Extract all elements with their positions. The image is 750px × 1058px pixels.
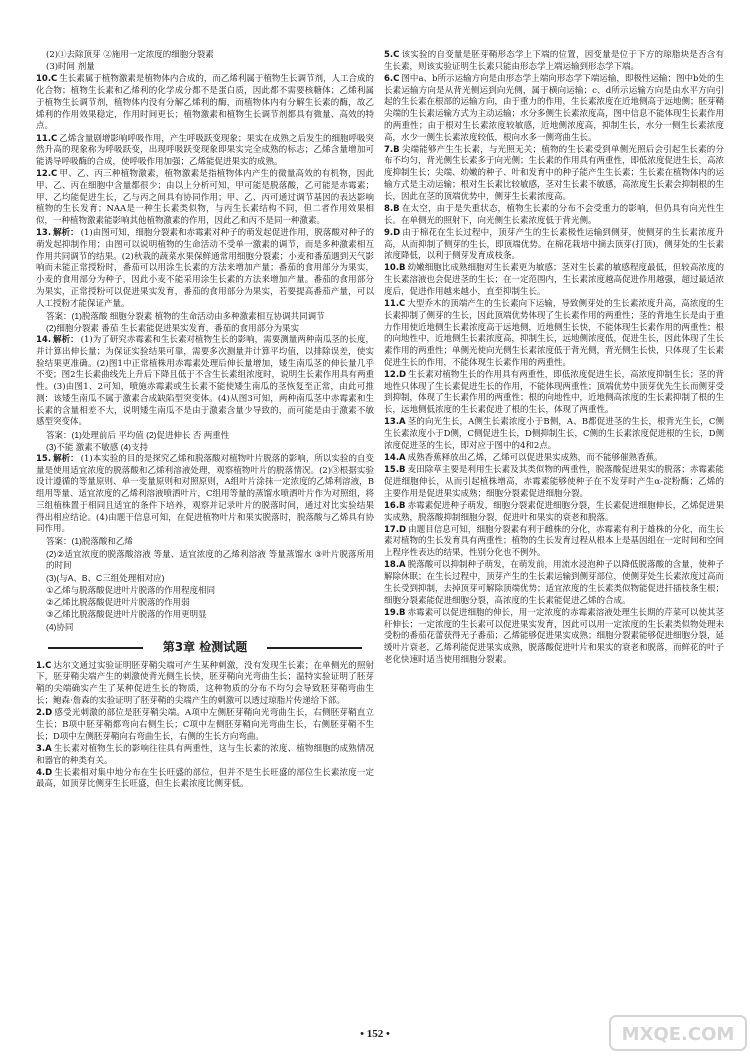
paragraph-text: 由题目信息可知，细胞分裂素有利于雌株的分化，赤霉素有利于雄株的分化，而生长素对植物的生长发育具有两重性；植物的生长发育过程从根本上是基因组在一定时间和空间上程序性表达的结果，性别分化也不例外。 [384, 524, 724, 559]
paragraph-text: 该实验的自变量是胚芽鞘形态学上下端的位置，因变量是位于下方的琼脂块是否含有生长素，则该实验证明生长素只能由形态学上端运输到形态学下端。 [384, 50, 724, 72]
question-number: 14.A [384, 452, 406, 463]
paragraph-text: (3)(与A、B、C三组处理相对应) [46, 572, 165, 583]
question-number: 15.B [384, 465, 406, 476]
question-number: 19.B [384, 607, 406, 618]
question-paragraph [36, 134, 374, 169]
question-paragraph [384, 299, 724, 369]
paragraph-text: 甲、乙、丙三种植物激素，植物激素是指植物体内产生的微量高效的有机物，因此甲、乙、丙在细胞中含量都很少；由以上分析可知，甲可能是脱落酸，乙可能是赤霉素；甲、乙均能促进生长，乙与丙之间具有协同作用；甲、乙、丙可通过调节基因的表达影响植物的生长发育；NAA是一种生长素类似物，与丙生长素结构不同，但二者作用效果相似，一种植物激素能影响其他植物激素的作用，因此乙和丙不是同一种激素。 [36, 169, 374, 227]
question-paragraph [384, 525, 724, 560]
paragraph-text: (1)为了研究赤霉素和生长素对植物生长的影响，需要测量两种南瓜茎的长度，并计算出伸长量；为保证实验结果可靠，需要多次测量并计算平均值，以排除误差，使实验结果更准确。(2)图1中正常植株用赤霉素处理后伸长量增加，矮生南瓜茎的伸长量几乎不变；图2生长素曲线先上升后下降且低于不含生长素组浓度时，说明生长素作用具有两重性。(3)由图1、2可知，喷施赤霉素或生长素不能使矮生南瓜的茎恢复至正常，由此可推测：该矮生南瓜不属于激素合成缺陷型突变体。(4)从图3可知，两种南瓜茎中赤霉素和生长素的含量相差不大，说明矮生南瓜不是由于激素含量少导致的，而可能是由于激素不敏感型突变体。 [36, 335, 374, 428]
answer-line [36, 597, 374, 609]
question-number: 8.B [384, 203, 400, 214]
answer-line [36, 585, 374, 597]
paragraph-text: 生长素属于植物激素是植物体内合成的，而乙烯利属于植物生长调节剂，人工合成的化合物；植物生长素和乙烯利的化学成分都不是蛋白质，因此都不需要核糖体；乙烯利属于植物生长调节剂，植物体内没有分解乙烯利的酶，而植物体内有分解生长素的酶，故乙烯利的作用效果稳定，作用时间更长；植物激素和植物生长调节剂都具有微量、高效的特点。 [36, 74, 374, 132]
question-paragraph [384, 74, 724, 144]
question-number: 1.C [36, 660, 52, 671]
question-number: 11.C [36, 133, 58, 144]
paragraph-text: (3)不能 激素不敏感 (4)支持 [46, 441, 149, 452]
page-number: • 152 • [360, 1028, 390, 1040]
answer-line [36, 430, 374, 442]
question-paragraph [384, 453, 724, 465]
paragraph-text: 图中a、b所示运输方向是由形态学上端向形态学下端运输，即极性运输；图中b处的生长素运输方向是从背光侧运到向光侧，属于横向运输；c、d所示运输方向是由水平方向引起的生长素在根部的运输方向，由于重力的作用，生长素浓度在近地侧高于远地侧；胚芽鞘尖端的生长素运输方式为主动运输；水分多侧生长素浓度高，图中信息不能体现生长素作用的两重性；由于根对生长素浓度较敏感，近地侧浓度高，抑制生长，水分一侧生长素浓度高，水少一侧生长素浓度较低，根向水多一侧弯曲生长。 [384, 73, 724, 143]
question-paragraph [384, 263, 724, 298]
sub-paragraph [36, 62, 374, 74]
question-number: 13. [36, 228, 52, 239]
paragraph-text: 赤霉素促进种子萌发，细胞分裂素促进细胞分裂，生长素促进细胞伸长，乙烯促进果实成熟，脱落酸抑制细胞分裂，促进叶和果实的衰老和脱落。 [384, 500, 724, 523]
question-paragraph [384, 145, 724, 204]
question-number: 17.D [384, 524, 407, 535]
paragraph-text: (3)时间 剂量 [46, 62, 95, 73]
question-number: 10.B [384, 263, 406, 274]
question-number: 6.C [384, 73, 400, 84]
paragraph-text: (2)细胞分裂素 番茄 生长素能促进果实发育，番茄的食用部分为果实 [46, 323, 300, 334]
paragraph-text: 答案：(1)处理前后 平均值 (2)促进伸长 否 两重性 [46, 429, 230, 440]
question-number: 14. [36, 335, 52, 346]
question-number: 18.A [384, 560, 406, 571]
paragraph-text: ②乙烯比脱落酸促进叶片脱落的作用弱 [46, 597, 190, 608]
paragraph-text: 生长素对植物生长的影响往往具有两重性，这与生长素的浓度、植物细胞的成熟情况和器官的种类有关。 [36, 743, 374, 766]
answer-line [36, 622, 374, 634]
paragraph-text: 茎的向光生长，A侧生长素浓度小于B侧，A、B都促进茎的生长，根背光生长，C侧生长素浓度小于D侧，C侧促进生长，D侧抑制生长，C侧的生长素浓度促进根的生长，D侧浓度促进茎的生长，即对应于图中的4和2点。 [384, 417, 724, 451]
question-paragraph [36, 744, 374, 767]
answer-line [36, 442, 374, 454]
paragraph-text: 乙烯含量剧增影响呼吸作用，产生呼吸跃变现象；果实在成熟之后发生的细胞呼吸突然升高的现象称为呼吸跃变，出现呼吸跃变现象即果实完全成熟的标志；乙烯含量增加可能诱导呼吸酶的合成，使呼吸作用加强；乙烯能促进果实的成熟。 [36, 133, 374, 167]
paragraph-text: (2)②适宜浓度的脱落酸溶液 等量、适宜浓度的乙烯利溶液 等量蒸馏水 ③叶片脱落所用的时间 [46, 548, 374, 571]
question-number: 13.A [384, 417, 406, 428]
question-number: 9.D [384, 227, 401, 238]
question-paragraph [384, 370, 724, 417]
paragraph-text: (1)由图可知，细胞分裂素和赤霉素对种子的萌发起促进作用，脱落酸对种子的萌发起抑制作用；由图可以说明植物的生命活动不受单一激素的调节，而是多种激素相互作用共同调节的结果。(2)秋栽的蔬菜水果保鲜通常用细胞分裂素；小麦和番茄遇到天气影响而未能正常授粉时，番茄可以用涂生长素的方法来增加产量；番茄的食用部分为果实，小麦的食用部分为种子，因此小麦不能采用涂生长素的方法来增加产量。番茄的食用部分为果实，正常授粉可以促进果实发育，番茄的食用部分为果实，若要提高番茄产量，可以人工授粉才能保证产量。 [36, 228, 374, 309]
analysis-label: 解析： [53, 228, 79, 239]
paragraph-text: 答案：(1)脱落酸和乙烯 [46, 536, 133, 547]
question-number: 11.C [384, 299, 406, 310]
paragraph-text: ③乙烯比脱落酸促进叶片脱落的作用更明显 [46, 609, 207, 620]
paragraph-text: 在太空，由于是失重状态，植物生长素的分布不会受重力的影响，但仍具有向光性生长。在单侧光的照射下，向光侧生长素浓度低于背光侧。 [384, 203, 724, 226]
question-number: 12.D [384, 369, 407, 380]
question-paragraph [384, 465, 724, 500]
question-paragraph [36, 708, 374, 743]
question-number: 16.B [384, 500, 406, 511]
analysis-label: 解析： [53, 453, 79, 464]
paragraph-text: 幼嫩细胞比成熟细胞对生长素更为敏感；茎对生长素的敏感程度最低，但较高浓度的生长素溶液也会促进茎的生长；在一定范围内，生长素浓度越高促进作用越强，超过最适浓度后，促进作用越来越小，直至抑制生长。 [384, 263, 724, 297]
paragraph-text: 由于棉花在生长过程中，顶芽产生的生长素极性运输到侧芽，使侧芽的生长素浓度升高，从而抑制了侧芽的生长，即顶端优势。在棉花栽培中摘去顶芽(打顶)，侧芽处的生长素浓度降低，以利于侧芽发育成枝条。 [384, 227, 724, 262]
question-paragraph [36, 661, 374, 708]
watermark-logo [608, 1010, 748, 1056]
question-number: 15. [36, 453, 52, 464]
question-number: 4.D [36, 767, 53, 778]
svg-text:MXQE.COM: MXQE.COM [621, 1024, 735, 1045]
paragraph-text: 感受光刺激的部位是胚芽鞘尖端。A项中左侧胚芽鞘向光弯曲生长，右侧胚芽鞘直立生长；B项中胚芽鞘都弯向右侧生长；C项中左侧胚芽鞘向光弯曲生长，右侧胚芽鞘不生长；D项中左侧胚芽鞘向右弯曲生长，右侧的生长方向弯曲。 [36, 708, 374, 742]
question-number: 7.B [384, 144, 400, 155]
answer-line [36, 609, 374, 621]
question-paragraph [384, 228, 724, 263]
sub-paragraph [36, 50, 374, 62]
paragraph-text: 脱落酸可以抑制种子萌发，在萌发前，用流水浸泡种子以降低脱落酸的含量，使种子解除休眠；在生长过程中，顶芽产生的生长素运输到侧芽部位，使侧芽处生长素浓度过高而生长受到抑制，去掉顶芽可解除顶端优势；适宜浓度的生长素类似物能促进扦插枝条生根；细胞分裂素能促进细胞分裂，高浓度的生长素能促进乙烯的合成。 [384, 560, 724, 606]
answer-line [36, 549, 374, 572]
paragraph-text: (1)本实验的目的是探究乙烯和脱落酸对植物叶片脱落的影响，所以实验的自变量是使用适宜浓度的脱落酸和乙烯利溶液处理，观察植物叶片的脱落情况。(2)③根据实验设计遵循的等量原则、单一变量原则和对照原则，A组叶片涂抹一定浓度的乙烯利溶液，B组用等量、适宜浓度的乙烯利溶液喷洒叶片，C组用等量的蒸馏水喷洒叶片作为对照组，将三组植株置于相同且适宜的条件下培养，观察并记录叶片的脱落时间，通过对比实验结果得出相应结论。(4)由题干信息可知，在促进植物叶片和果实脱落时，脱落酸与乙烯具有协同作用。 [36, 453, 374, 535]
paragraph-text: 尖端能够产生生长素，与光照无关；植物的生长素受到单侧光照后会引起生长素的分布不均匀，背光侧生长素多于向光侧；生长素的作用具有两重性，即低浓度促进生长，高浓度抑制生长；尖端、幼嫩的种子、叶和发育中的种子能产生生长素；生长素在植物体内的运输方式是主动运输；根对生长素比较敏感，茎对生长素不敏感，高浓度生长素会抑制根的生长，因此在茎的顶端优势中，侧芽生长素浓度高。 [384, 144, 724, 202]
question-paragraph [36, 74, 374, 133]
paragraph-text: ①乙烯与脱落酸促进叶片脱落的作用程度相同 [46, 584, 216, 595]
right-column [384, 50, 724, 1025]
chapter-heading-text: 第3章 检测试题 [157, 640, 254, 654]
question-paragraph [36, 169, 374, 228]
paragraph-text: 达尔文通过实验证明胚芽鞘尖端可产生某种刺激，没有发现生长素；在单侧光的照射下，胚芽鞘尖端产生的刺激使背光侧生长快，胚芽鞘向光弯曲生长；温特实验证明了胚芽鞘的尖端确实产生了某种促进生长的物质，这种物质的分布不均匀会导致胚芽鞘弯曲生长；鲍森·詹森的实验证明了胚芽鞘的尖端产生的刺激可以透过琼脂片传递给下部。 [36, 660, 374, 706]
question-paragraph [36, 768, 374, 791]
question-number: 3.A [36, 743, 52, 754]
paragraph-text: 答案：(1)脱落酸 细胞分裂素 植物的生命活动由多种激素相互协调共同调节 [46, 310, 325, 321]
question-paragraph [384, 417, 724, 452]
question-paragraph [384, 560, 724, 607]
paragraph-text: 赤霉素可以促进细胞的伸长，用一定浓度的赤霉素溶液处理生长期的芹菜可以使其茎秆伸长；一定浓度的生长素可以促进果实发育，因此可以用一定浓度的生长素类似物处理未受粉的番茄花蕾获得无子番茄；乙烯能够促进果实成熟；细胞分裂素能够促进细胞分裂，延缓叶片衰老，乙烯利能促进果实成熟，脱落酸促进叶片和果实的衰老和脱落，而鲜花的叶子老化快速时适当使用细胞分裂素。 [384, 607, 724, 665]
answer-line [36, 323, 374, 335]
analysis-label: 解析： [53, 335, 79, 346]
paragraph-text: 大型乔木的顶端产生的生长素向下运输，导致侧芽处的生长素浓度升高，高浓度的生长素抑制了侧芽的生长，因此顶端优势体现了生长素作用的两重性；茎的背地生长是由于重力作用使近地侧生长素浓度高于远地侧，近地侧生长快，不能体现生长素作用的两重性；根的向地性中，近地侧生长素浓度高，抑制生长，远地侧浓度低，促进生长，因此体现了生长素作用的两重性；单侧光使向光侧生长素浓度低于背光侧，背光侧生长快，只体现了生长素促进生长的作用，不能体现生长素作用的两重性。 [384, 299, 724, 368]
answer-line [36, 536, 374, 548]
question-number: 10.C [36, 74, 58, 85]
question-paragraph [384, 204, 724, 227]
question-paragraph [36, 454, 374, 536]
answer-line [36, 311, 374, 323]
paragraph-text: 生长素对植物生长的作用具有两重性，即低浓度促进生长，高浓度抑制生长；茎的背地性只体现了生长素促进生长的作用，不能体现两重性；顶端优势中顶芽优先生长而侧芽受到抑制，体现了生长素作用的两重性；根的向地性中，近地侧高浓度的生长素抑制了根的生长，远地侧低浓度的生长素促进了根的生长，体现了两重性。 [384, 369, 724, 416]
paragraph-text: 麦田除草主要是利用生长素及其类似物的两重性，脱落酸促进果实的脱落；赤霉素能促进细胞伸长，从而引起植株增高，赤霉素能够使种子在不发芽时产生α-淀粉酶；乙烯的主要作用是促进果实成熟；细胞分裂素促进细胞分裂。 [384, 465, 724, 499]
question-paragraph [384, 50, 724, 73]
question-paragraph [36, 228, 374, 310]
paragraph-text: 生长素相对集中地分布在生长旺盛的部位，但并不是生长旺盛的部位生长素浓度一定最高，如顶芽比侧芽生长旺盛，但生长素浓度比侧芽低。 [36, 767, 374, 790]
left-column [36, 50, 374, 1025]
question-number: 12.C [36, 169, 58, 180]
paragraph-text: (4)协同 [46, 621, 74, 632]
question-paragraph [36, 335, 374, 429]
answer-line [36, 573, 374, 585]
question-paragraph [384, 608, 724, 667]
question-number: 2.D [36, 708, 53, 719]
paragraph-text: 成熟香蕉释放出乙烯，乙烯可以促进果实成熟，而不能够催熟香蕉。 [407, 452, 663, 463]
chapter-heading [36, 639, 374, 656]
paragraph-text: (2)①去除顶芽 ②施用一定浓度的细胞分裂素 [46, 50, 214, 60]
question-number: 5.C [384, 50, 400, 60]
question-paragraph [384, 501, 724, 524]
